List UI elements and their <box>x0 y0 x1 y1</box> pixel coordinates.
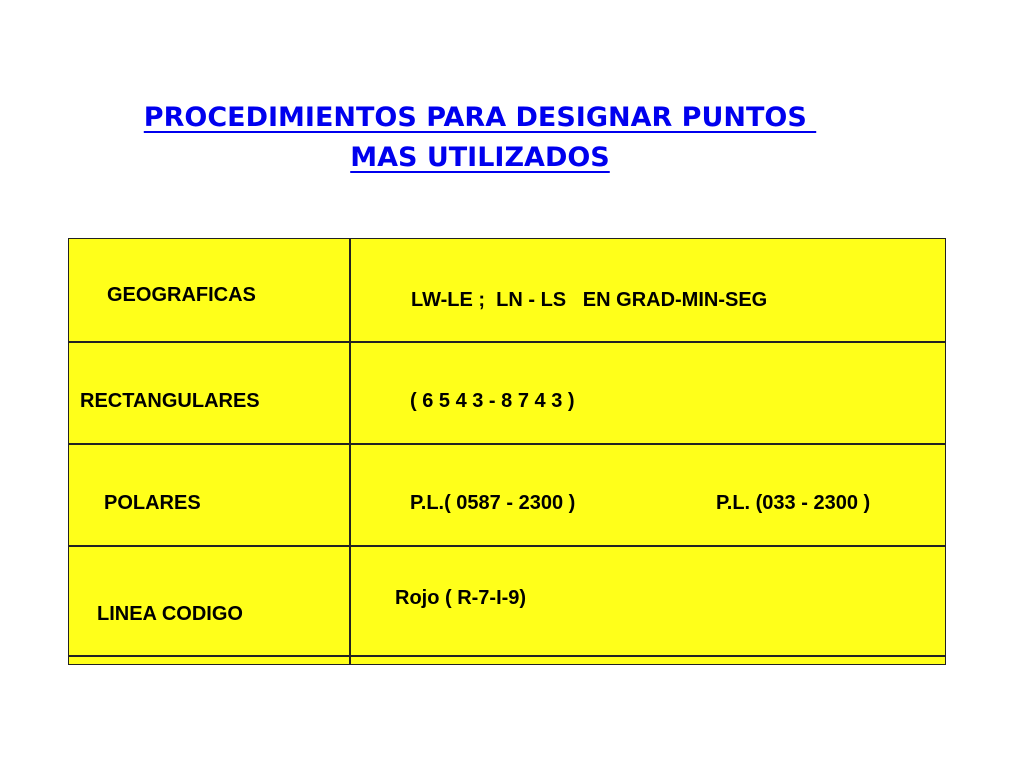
row-divider <box>69 655 945 657</box>
row-divider <box>69 443 945 445</box>
row-label-rectangulares: RECTANGULARES <box>80 390 260 412</box>
slide-title <box>0 98 960 178</box>
row-value-polares-2: P.L. (033 - 2300 ) <box>716 492 871 514</box>
row-divider <box>69 341 945 343</box>
row-divider <box>69 545 945 547</box>
row-value-linea-codigo: Rojo ( R-7-I-9) <box>395 587 527 609</box>
row-label-linea-codigo: LINEA CODIGO <box>97 603 243 625</box>
title-line-2: MAS UTILIZADOS <box>350 142 610 173</box>
row-label-geograficas: GEOGRAFICAS <box>107 284 256 306</box>
row-label-polares: POLARES <box>104 492 201 514</box>
title-line-1: PROCEDIMIENTOS PARA DESIGNAR PUNTOS <box>143 102 817 133</box>
column-divider <box>349 239 351 664</box>
row-value-polares-1: P.L.( 0587 - 2300 ) <box>410 492 576 514</box>
row-value-rectangulares: ( 6 5 4 3 - 8 7 4 3 ) <box>410 390 575 412</box>
designation-table <box>68 238 946 665</box>
row-value-geograficas: LW-LE ; LN - LS EN GRAD-MIN-SEG <box>411 289 768 311</box>
